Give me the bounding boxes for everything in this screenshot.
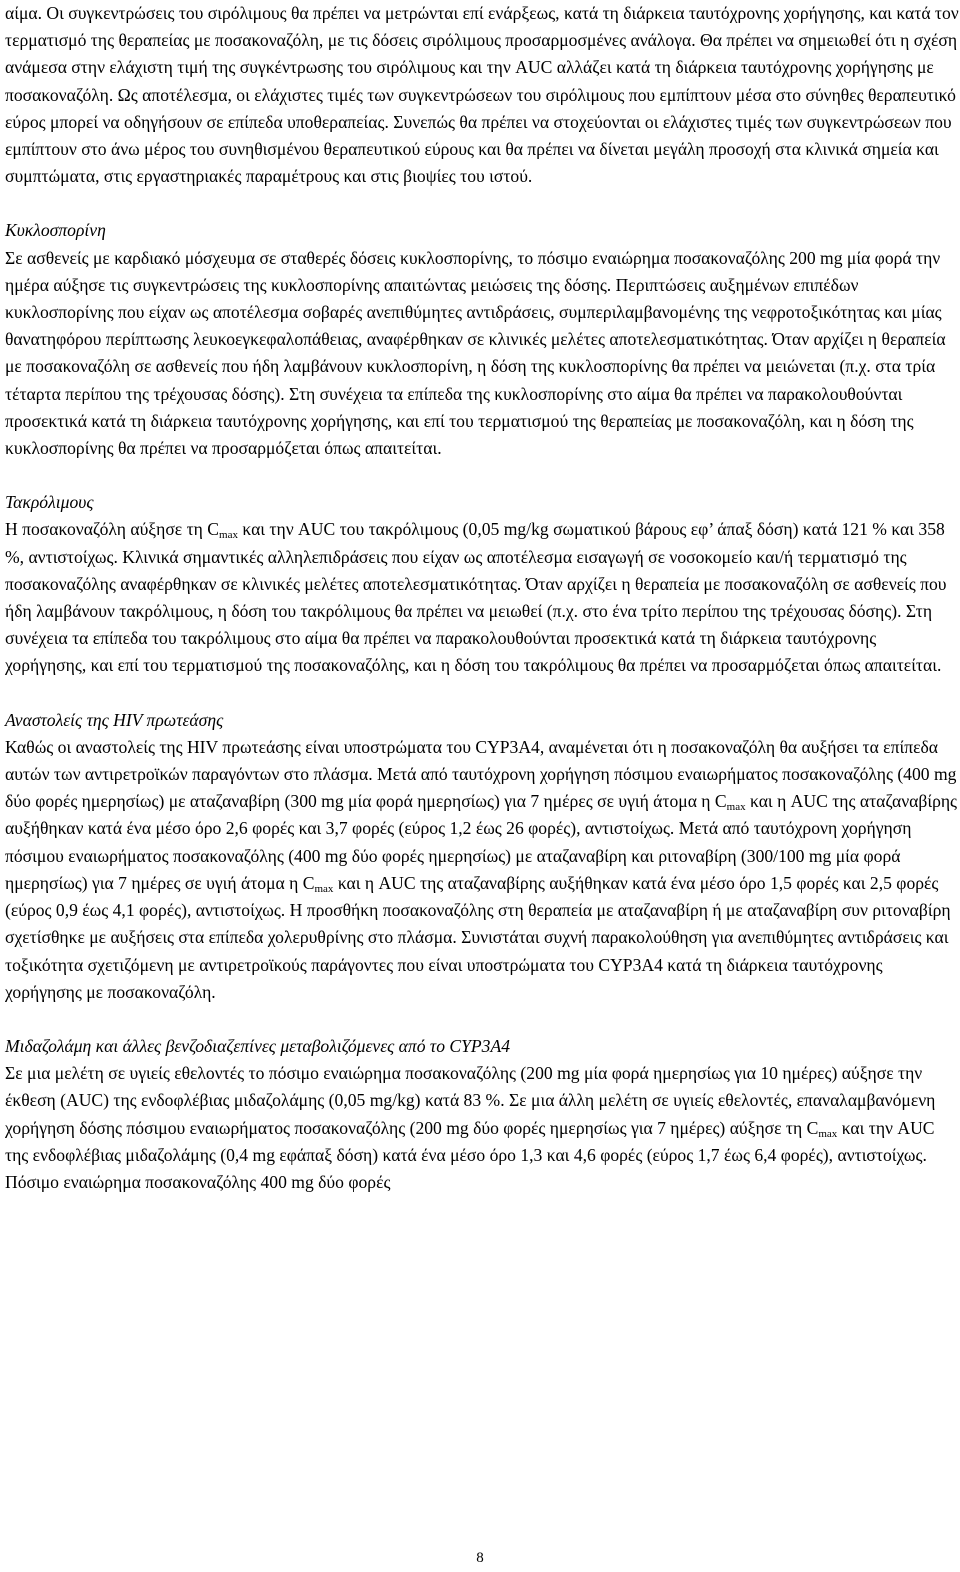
subscript-max: max <box>219 529 238 542</box>
page-number: 8 <box>476 1550 484 1566</box>
heading-midazolam: Μιδαζολάμη και άλλες βενζοδιαζεπίνες μεταβολιζόμενες από το CYP3A4 <box>5 1035 511 1056</box>
paragraph-spacer <box>5 1006 960 1033</box>
heading-hiv-protease-inhibitors: Αναστολείς της HIV πρωτεάσης <box>5 709 224 730</box>
paragraph-sirolimus-continued: αίμα. Οι συγκεντρώσεις του σιρόλιμους θα πρέπει να μετρώνται επί ενάρξεως, κατά τη διάρκεια ταυτόχρονης χορήγησης, και κατά τον τερματισμό της θεραπείας με ποσακοναζόλη, με τις δόσεις σιρόλιμους προσαρμοσμένες ανάλογα. Θα πρέπει να σημειωθεί ότι η σχέση ανάμεσα στην ελάχιστη τιμή της συγκέντρωσης του σιρόλιμους και την AUC αλλάζει κατά τη διάρκεια ταυτόχρονης χορήγησης με ποσακοναζόλη. Ως αποτέλεσμα, οι ελάχιστες τιμές των συγκεντρώσεων του σιρόλιμους που εμπίπτουν μέσα στο σύνηθες θεραπευτικό εύρος μπορεί να οδηγήσουν σε επίπεδα υποθεραπείας. Συνεπώς θα πρέπει να στοχεύονται οι ελάχιστες τιμές των συγκεντρώσεων που εμπίπτουν στο άνω μέρος του συνηθισμένου θεραπευτικού εύρους και θα πρέπει να δίνεται μεγάλη προσοχή στα κλινικά σημεία και συμπτώματα, στις εργαστηριακές παραμέτρους και στις βιοψίες του ιστού. <box>5 3 959 187</box>
document-page <box>5 0 960 1196</box>
paragraph-cyclosporine: Σε ασθενείς με καρδιακό μόσχευμα σε σταθερές δόσεις κυκλοσπορίνης, το πόσιμο εναιώρημα ποσακοναζόλης 200 mg μία φορά την ημέρα αύξησε τις συγκεντρώσεις της κυκλοσπορίνης απαιτώντας μειώσεις της δόσης. Περιπτώσεις αυξημένων επιπέδων κυκλοσπορίνης που είχαν ως αποτέλεσμα σοβαρές ανεπιθύμητες αντιδράσεις, συμπεριλαμβανομένης της νεφροτοξικότητας και μίας θανατηφόρου περίπτωσης λευκοεγκεφαλοπάθειας, αναφέρθηκαν σε κλινικές μελέτες αποτελεσματικότητας. Όταν αρχίζει η θεραπεία με ποσακοναζόλη σε ασθενείς που ήδη λαμβάνουν κυκλοσπορίνη, η δόση της κυκλοσπορίνης θα πρέπει να μειώνεται (π.χ. στα τρία τέταρτα περίπου της τρέχουσας δόσης). Στη συνέχεια τα επίπεδα της κυκλοσπορίνης στο αίμα θα πρέπει να παρακολουθούνται προσεκτικά κατά τη διάρκεια ταυτόχρονης χορήγησης, και επί του τερματισμού της θεραπείας με ποσακοναζόλη, και η δόση της κυκλοσπορίνης θα πρέπει να προσαρμόζεται όπως απαιτείται. <box>5 247 946 459</box>
paragraph-midazolam: Σε μια μελέτη σε υγιείς εθελοντές το πόσιμο εναιώρημα ποσακοναζόλης (200 mg μία φορά ημερησίως για 10 ημέρες) αύξησε την έκθεση (AUC) της ενδοφλέβιας μιδαζολάμης (0,05 mg/kg) κατά 83 %. Σε μια άλλη μελέτη σε υγιείς εθελοντές, επαναλαμβανόμενη χορήγηση δόσης πόσιμου εναιωρήματος ποσακοναζόλης (200 mg δύο φορές ημερησίως για 7 ημέρες) αύξησε τη $C_{max}$ και την AUC της ενδοφλέβιας μιδαζολάμης (0,4 mg εφάπαξ δόση) κατά ένα μέσο όρο 1,3 και 4,6 φορές (εύρος 1,7 έως 6,4 φορές), αντιστοίχως. Πόσιμο εναιώρημα ποσακοναζόλης 400 mg δύο φορές <box>5 1063 936 1192</box>
heading-cyclosporine: Κυκλοσπορίνη <box>5 220 106 241</box>
subscript-max: max <box>726 801 746 814</box>
paragraph-spacer <box>5 680 960 707</box>
heading-tacrolimus: Τακρόλιμους <box>5 492 94 513</box>
paragraph-hiv-protease-inhibitors: Καθώς οι αναστολείς της HIV πρωτεάσης είναι υποστρώματα του CYP3A4, αναμένεται ότι η ποσακοναζόλη θα αυξήσει τα επίπεδα αυτών των αντιρετροϊκών παραγόντων στο πλάσμα. Μετά από ταυτόχρονη χορήγηση πόσιμου εναιωρήματος ποσακοναζόλης (400 mg δύο φορές ημερησίως) με αταζαναβίρη (300 mg μία φορά ημερησίως) για 7 ημέρες σε υγιή άτομα η $C_{max}$ και η AUC της αταζαναβίρης αυξήθηκαν κατά ένα μέσο όρο 2,6 φορές και 3,7 φορές (εύρος 1,2 έως 26 φορές), αντιστοίχως. Μετά από ταυτόχρονη χορήγηση πόσιμου εναιωρήματος ποσακοναζόλης (400 mg δύο φορές ημερησίως) με αταζαναβίρη και ριτοναβίρη (300/100 mg μία φορά ημερησίως) για 7 ημέρες σε υγιή άτομα η $C_{max}$ και η AUC της αταζαναβίρης αυξήθηκαν κατά ένα μέσο όρο 1,5 φορές και 2,5 φορές (εύρος 0,9 έως 4,1 φορές), αντιστοίχως. Η προσθήκη ποσακοναζόλης στη θεραπεία με αταζαναβίρη ή με αταζαναβίρη συν ριτοναβίρη σχετίσθηκε με αυξήσεις στα επίπεδα χολερυθρίνης στο πλάσμα. Συνιστάται συχνή παρακολούθηση για ανεπιθύμητες αντιδράσεις και τοξικότητα σχετιζόμενη με αντιρετροϊκούς παράγοντες που είναι υποστρώματα του CYP3A4 κατά τη διάρκεια ταυτόχρονης χορήγησης με ποσακοναζόλη. <box>5 736 958 1002</box>
paragraph-spacer <box>5 462 960 489</box>
subscript-max: max <box>314 882 334 895</box>
paragraph-spacer <box>5 190 960 217</box>
subscript-max: max <box>818 1127 838 1140</box>
paragraph-tacrolimus: Η ποσακοναζόλη αύξησε τη $C_{max}$ και την AUC του τακρόλιμους (0,05 mg/kg σωματικού βάρους εφ’ άπαξ δόση) κατά 121 % και 358 %, αντιστοίχως. Κλινικά σημαντικές αλληλεπιδράσεις που είχαν ως αποτέλεσμα εισαγωγή σε νοσοκομείο και/ή τερματισμό της ποσακοναζόλης αναφέρθηκαν σε κλινικές μελέτες αποτελεσματικότητας. Όταν αρχίζει η θεραπεία με ποσακοναζόλη σε ασθενείς που ήδη λαμβάνουν τακρόλιμους, η δόση του τακρόλιμους θα πρέπει να μειωθεί (π.χ. στο ένα τρίτο περίπου της τρέχουσας δόσης). Στη συνέχεια τα επίπεδα του τακρόλιμους στο αίμα θα πρέπει να παρακολουθούνται προσεκτικά κατά τη διάρκεια ταυτόχρονης χορήγησης, και επί του τερματισμού της ποσακοναζόλης, και η δόση του τακρόλιμους θα πρέπει να προσαρμόζεται όπως απαιτείται. <box>5 519 947 676</box>
